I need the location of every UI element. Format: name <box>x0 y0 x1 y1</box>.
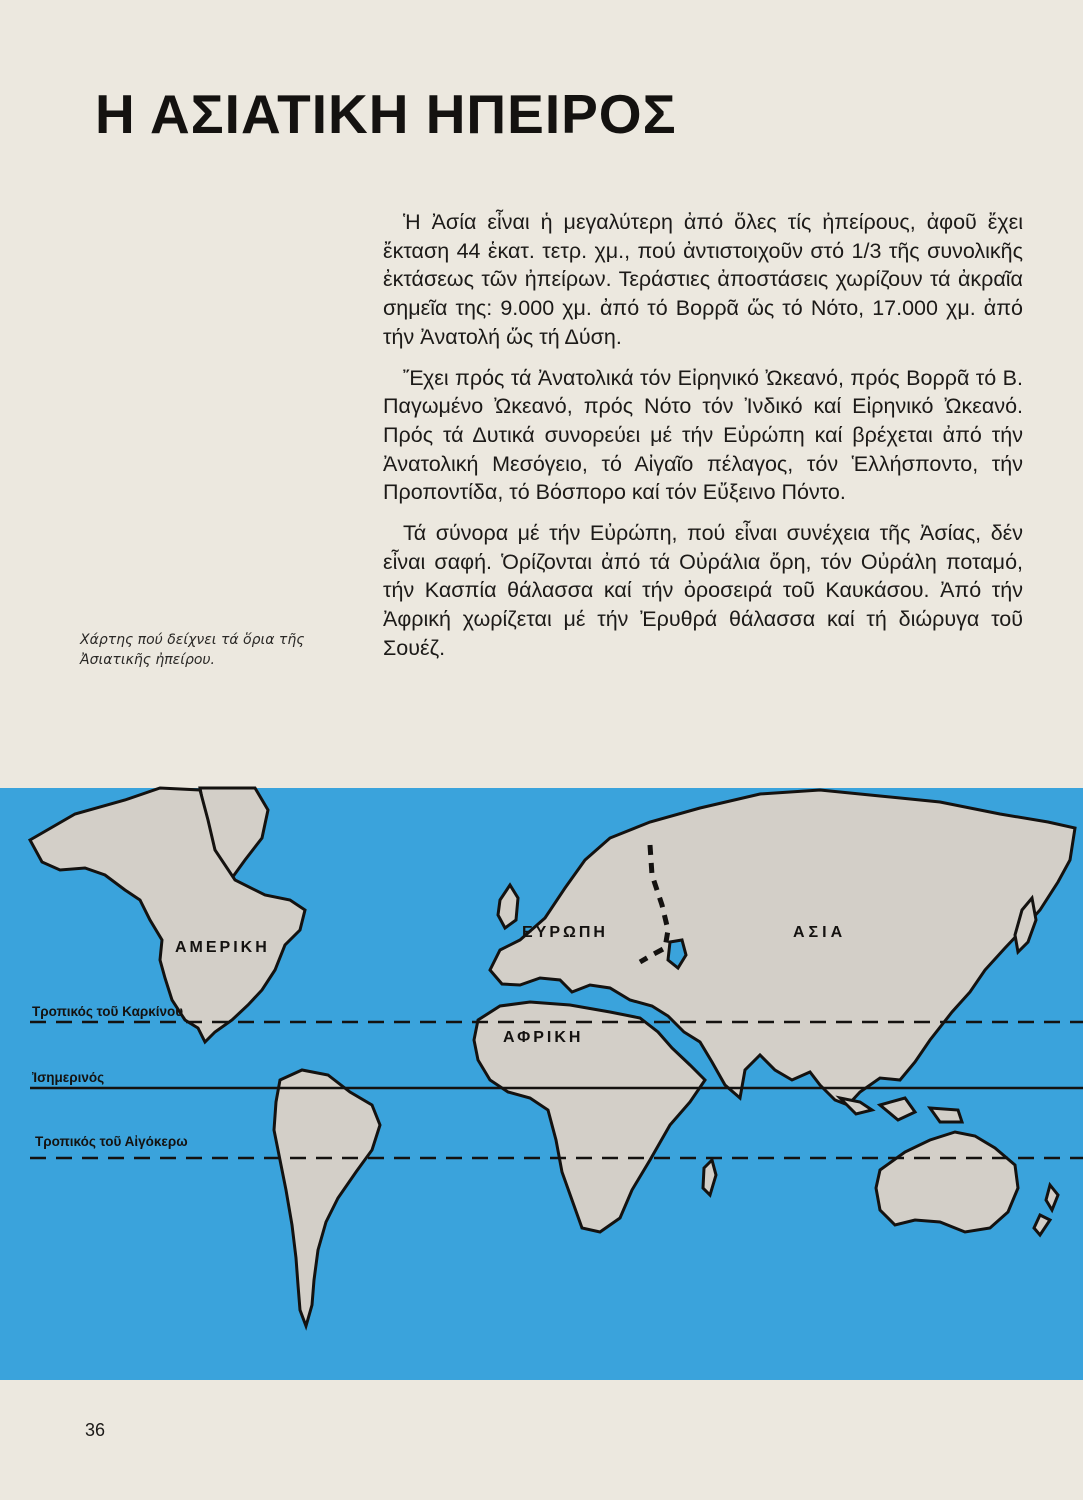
page-number: 36 <box>85 1420 106 1440</box>
label-europe: ΕΥΡΩΠΗ <box>522 924 608 941</box>
label-america: ΑΜΕΡΙΚΗ <box>175 939 270 956</box>
page-title: Η ΑΣΙΑΤΙΚΗ ΗΠΕΙΡΟΣ <box>95 83 677 145</box>
paragraph-borders: Ἔχει πρός τά Ἀνατολικά τόν Εἰρηνικό Ὠκεανό, πρός Βορρᾶ τό Β. Παγωμένο Ὠκεανό, πρός Νότο τόν Ἰνδικό καί Εἰρηνικό Ὠκεανό. Πρός τά Δυτικά συνορεύει μέ τήν Εὐρώπη καί βρέχεται ἀπό τήν Ἀνατολική Μεσόγειο, τό Αἰγαῖο πέλαγος, τόν Ἑλλήσποντο, τήν Προποντίδα, τό Βόσπορο καί τόν Εὔξεινο Πόντο. <box>383 365 1023 505</box>
body-text <box>383 208 1023 675</box>
map-caption: Χάρτης πού δείχνει τά ὅρια τῆς Ἀσιατικῆς ἠπείρου. <box>80 632 305 668</box>
paragraph-area: Ἡ Ἀσία εἶναι ἡ μεγαλύτερη ἀπό ὅλες τίς ἠπείρους, ἀφοῦ ἔχει ἔκταση 44 ἑκατ. τετρ. χμ., πού ἀντιστοιχοῦν στό 1/3 τῆς συνολικῆς ἐκτάσεως τῶν ἠπείρων. Τεράστιες ἀποστάσεις χωρίζουν τά ἀκραῖα σημεῖα της: 9.000 χμ. ἀπό τό Βορρᾶ ὥς τό Νότο, 17.000 χμ. ἀπό τήν Ἀνατολή ὥς τή Δύση. <box>383 210 1023 349</box>
label-africa: ΑΦΡΙΚΗ <box>503 1029 584 1046</box>
paragraph-europe-border: Τά σύνορα μέ τήν Εὐρώπη, πού εἶναι συνέχεια τῆς Ἀσίας, δέν εἶναι σαφή. Ὁρίζονται ἀπό τά Οὐράλια ὄρη, τόν Οὐράλη ποταμό, τήν Κασπία θάλασσα καί τήν ὀροσειρά τοῦ Καυκάσου. Ἀπό τήν Ἀφρική χωρίζεται μέ τήν Ἐρυθρά θάλασσα καί τή διώρυγα τοῦ Σουέζ. <box>383 521 1023 660</box>
world-map <box>0 780 1083 1380</box>
label-tropic-of-capricorn: Τροπικός τοῦ Αἰγόκερω <box>35 1134 188 1149</box>
label-asia: ΑΣΙΑ <box>793 924 847 941</box>
label-equator: Ἰσημερινός <box>32 1070 105 1085</box>
world-map-svg <box>0 780 1083 1380</box>
label-tropic-of-cancer: Τροπικός τοῦ Καρκίνου <box>32 1004 184 1019</box>
